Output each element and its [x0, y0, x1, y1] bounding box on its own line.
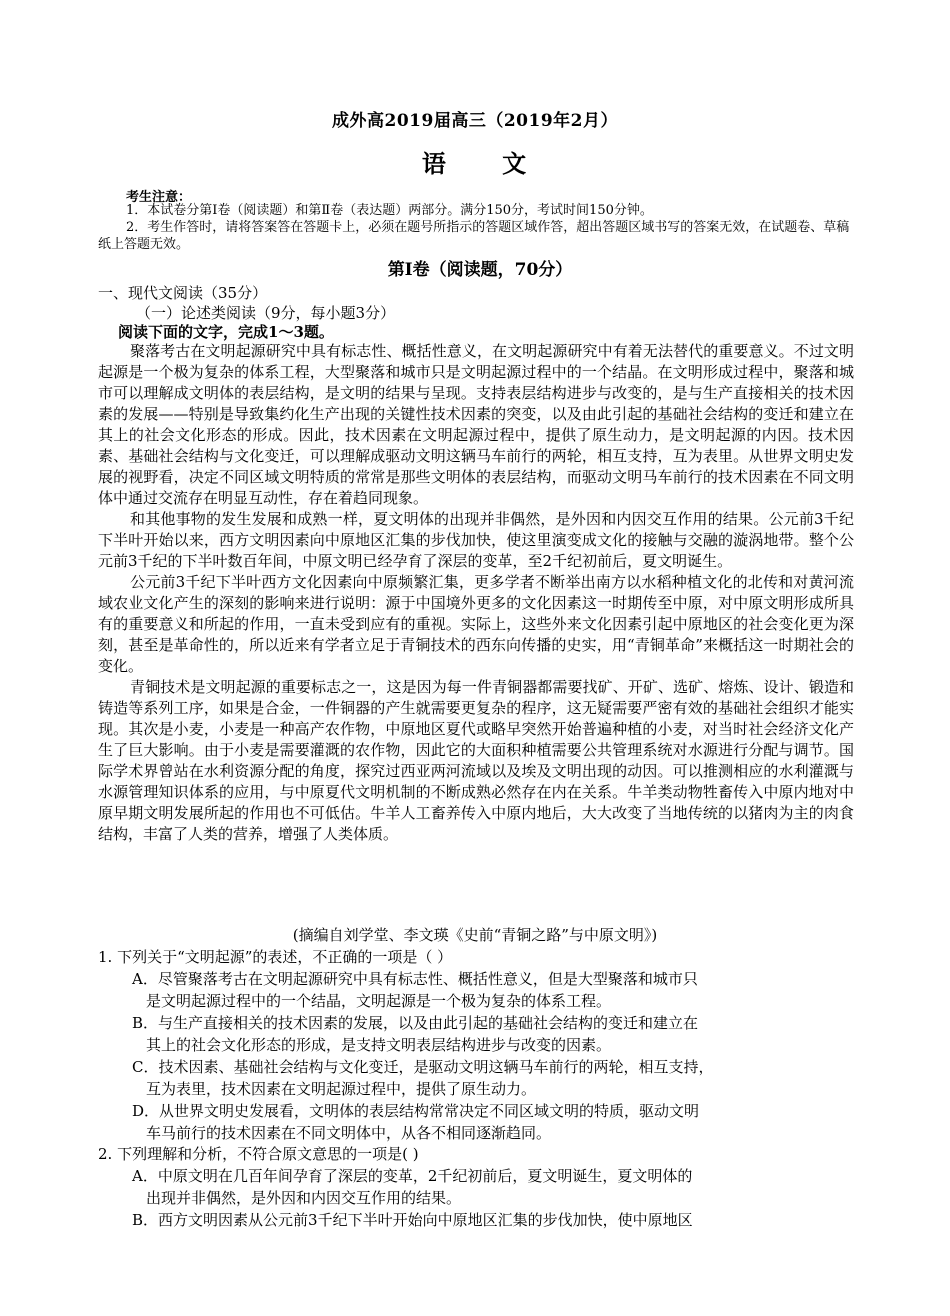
question-stem: 1. 下列关于“文明起源”的表述，不正确的一项是（ ） [98, 948, 453, 966]
reading-instruction: 阅读下面的文字，完成1～3题。 [118, 323, 334, 341]
option-line: 出现并非偶然，是外因和内因交互作用的结果。 [146, 1189, 462, 1207]
option-d[interactable] [132, 1100, 828, 1144]
option-line: 是文明起源过程中的一个结晶，文明起源是一个极为复杂的体系工程。 [146, 992, 612, 1010]
option-line: A．中原文明在几百年间孕育了深层的变革，2千纪初前后，夏文明诞生，夏文明体的 [132, 1167, 693, 1185]
subsection-heading: （一）论述类阅读（9分，每小题3分） [136, 304, 396, 322]
notice-heading: 考生注意： [126, 190, 192, 205]
option-b[interactable] [132, 1012, 828, 1056]
option-line: 车马前行的技术因素在不同文明体中，从各不相同逐渐趋同。 [146, 1124, 552, 1142]
option-line: A．尽管聚落考古在文明起源研究中具有标志性、概括性意义，但是大型聚落和城市只 [132, 970, 698, 988]
question-1 [98, 946, 858, 1144]
option-line: B．西方文明因素从公元前3千纪下半叶开始向中原地区汇集的步伐加快，使中原地区 [132, 1211, 693, 1229]
question-2 [98, 1143, 858, 1231]
passage-paragraph: 聚落考古在文明起源研究中具有标志性、概括性意义，在文明起源研究中有着无法替代的重要意义。不过文明起源是一个极为复杂的体系工程，大型聚落和城市只是文明起源过程中的一个结晶。在文明形成过程中，聚落和城市可以理解成文明体的表层结构，是文明的结果与呈现。支持表层结构进步与改变的，是与生产直接相关的技术因素的发展——特别是导致集约化生产出现的关键性技术因素的突变，以及由此引起的基础社会结构的变迁和建立在其上的社会文化形态的形成。因此，技术因素在文明起源过程中，提供了原生动力，是文明起源的内因。技术因素、基础社会结构与文化变迁，可以理解成驱动文明这辆马车前行的两轮，相互支持，互为表里。从世界文明史发展的视野看，决定不同区域文明特质的常常是那些文明体的表层结构，而驱动文明马车前行的技术因素在不同文明体中通过交流存在明显互动性，存在着趋同现象。 [98, 342, 854, 507]
option-line: B．与生产直接相关的技术因素的发展，以及由此引起的基础社会结构的变迁和建立在 [132, 1014, 699, 1032]
question-stem: 2. 下列理解和分析，不符合原文意思的一项是( ) [98, 1145, 419, 1163]
subject-title: 语 文 [421, 149, 529, 178]
notice-item: 2．考生作答时，请将答案答在答题卡上，必须在题号所指示的答题区域作答，超出答题区域书写的答案无效，在试题卷、草稿纸上答题无效。 [98, 220, 850, 252]
passage-paragraph: 和其他事物的发生发展和成熟一样，夏文明体的出现并非偶然，是外因和内因交互作用的结果。公元前3千纪下半叶开始以来，西方文明因素向中原地区汇集的步伐加快，使这里演变成文化的接触与交融的漩涡地带。整个公元前3千纪的下半叶数百年间，中原文明已经孕育了深层的变革，至2千纪初前后，夏文明诞生。 [98, 510, 854, 570]
option-c[interactable] [132, 1056, 828, 1100]
option-line: 其上的社会文化形态的形成，是支持文明表层结构进步与改变的因素。 [146, 1036, 612, 1054]
option-b[interactable] [132, 1209, 828, 1231]
option-line: 互为表里，技术因素在文明起源过程中，提供了原生动力。 [146, 1080, 537, 1098]
option-a[interactable] [132, 1165, 828, 1209]
part-title: 第Ⅰ卷（阅读题，70分） [387, 260, 573, 280]
passage [98, 341, 854, 845]
passage-source: (摘编自刘学堂、李文瑛《史前“青铜之路”与中原文明》) [292, 926, 658, 944]
passage-paragraph: 青铜技术是文明起源的重要标志之一，这是因为每一件青铜器都需要找矿、开矿、选矿、熔炼、设计、锻造和铸造等系列工序，如果是合金，一件铜器的产生就需要更复杂的程序，这无疑需要严密有效的基础社会组织才能实现。其次是小麦，小麦是一种高产农作物，中原地区夏代或略早突然开始普遍种植的小麦，对当时社会经济文化产生了巨大影响。由于小麦是需要灌溉的农作物，因此它的大面积种植需要公共管理系统对水源进行分配与调节。国际学术界曾站在水利资源分配的角度，探究过西亚两河流域以及埃及文明出现的动因。可以推测相应的水利灌溉与水源管理知识体系的应用，与中原夏代文明机制的不断成熟必然存在内在关系。牛羊类动物牲畜传入中原内地对中原早期文明发展所起的作用也不可低估。牛羊人工畜养传入中原内地后，大大改变了当地传统的以猪肉为主的肉食结构，丰富了人类的营养，增强了人类体质。 [98, 678, 854, 843]
notice-item: 1．本试卷分第Ⅰ卷（阅读题）和第Ⅱ卷（表达题）两部分。满分150分，考试时间150分钟。 [126, 203, 653, 218]
passage-paragraph: 公元前3千纪下半叶西方文化因素向中原频繁汇集，更多学者不断举出南方以水稻种植文化的北传和对黄河流域农业文化产生的深刻的影响来进行说明：源于中国境外更多的文化因素这一时期传至中原，对中原文明形成所具有的重要意义和所起的作用，一直未受到应有的重视。实际上，这些外来文化因素引起中原地区的社会变化更为深刻，甚至是革命性的，所以近来有学者立足于青铜技术的西东向传播的史实，用“青铜革命”来概括这一时期社会的变化。 [98, 573, 854, 675]
option-a[interactable] [132, 968, 828, 1012]
section-heading: 一、现代文阅读（35分） [98, 284, 268, 302]
option-line: D．从世界文明史发展看，文明体的表层结构常常决定不同区域文明的特质，驱动文明 [132, 1102, 700, 1120]
option-line: C．技术因素、基础社会结构与文化变迁，是驱动文明这辆马车前行的两轮，相互支持， [132, 1058, 714, 1076]
exam-title: 成外高2019届高三（2019年2月） [332, 111, 618, 131]
